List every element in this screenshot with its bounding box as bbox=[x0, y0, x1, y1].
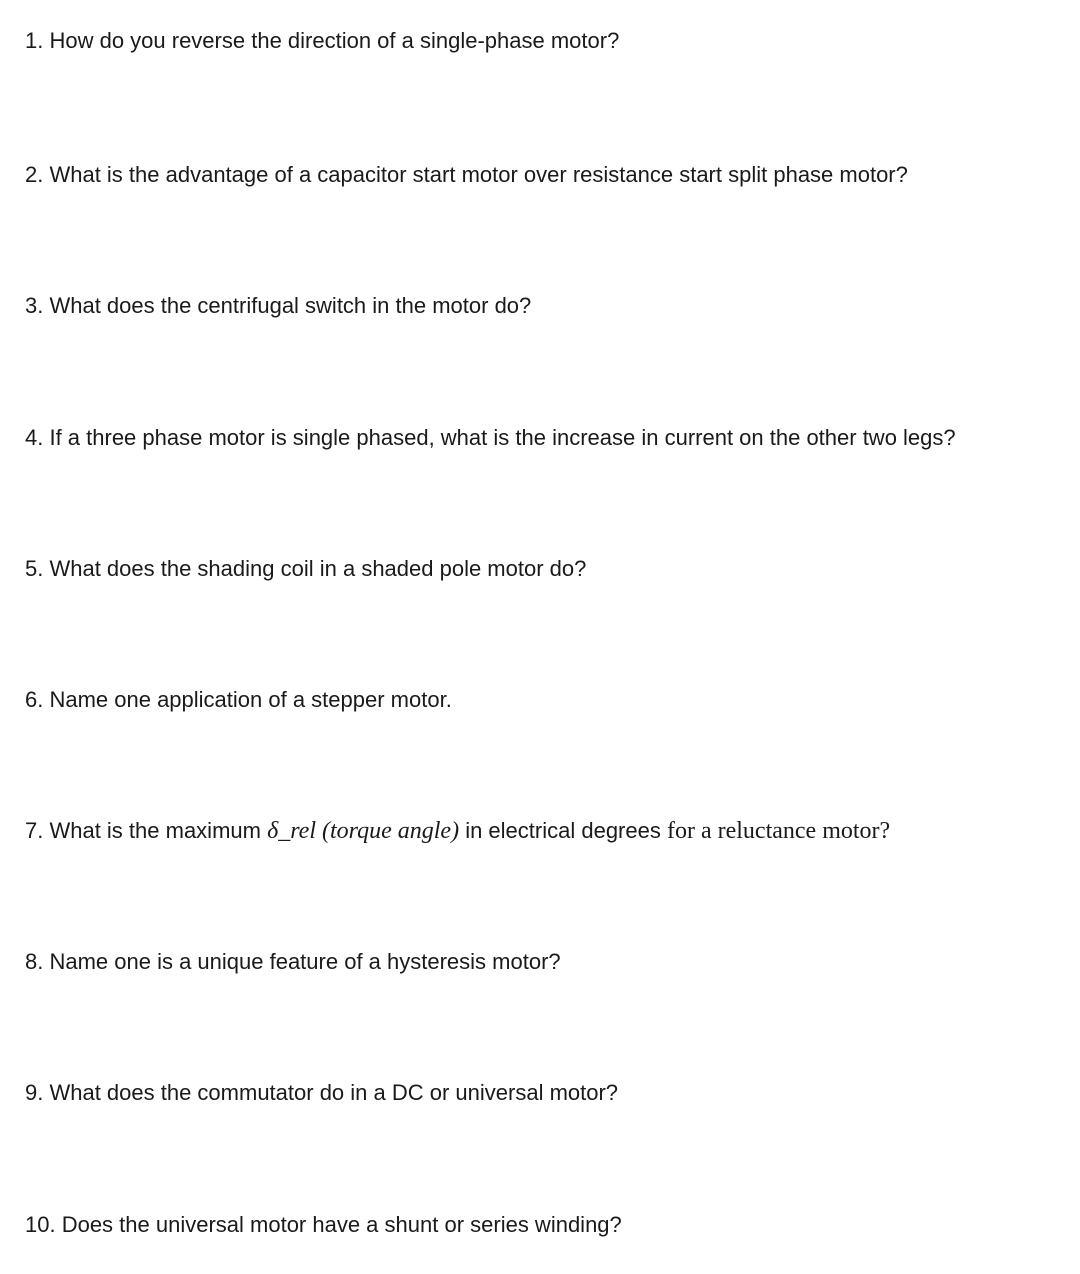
question-6: 6. Name one application of a stepper motor. bbox=[25, 687, 452, 712]
question-4: 4. If a three phase motor is single phased, what is the increase in current on the other two legs? bbox=[25, 425, 956, 450]
question-5: 5. What does the shading coil in a shaded pole motor do? bbox=[25, 556, 587, 581]
question-2: 2. What is the advantage of a capacitor start motor over resistance start split phase motor? bbox=[25, 162, 908, 187]
question-7-math: δ_rel (torque angle) bbox=[267, 818, 460, 844]
question-3: 3. What does the centrifugal switch in the motor do? bbox=[25, 293, 532, 318]
question-7-prefix: 7. What is the maximum bbox=[25, 818, 268, 843]
question-7-middle: in electrical degrees bbox=[459, 818, 667, 843]
question-1: 1. How do you reverse the direction of a single-phase motor? bbox=[25, 28, 620, 53]
question-8: 8. Name one is a unique feature of a hysteresis motor? bbox=[25, 949, 561, 974]
question-7-suffix: for a reluctance motor? bbox=[666, 818, 891, 844]
question-10: 10. Does the universal motor have a shunt or series winding? bbox=[25, 1212, 622, 1237]
question-7 bbox=[25, 817, 890, 845]
question-9: 9. What does the commutator do in a DC or universal motor? bbox=[25, 1080, 619, 1105]
